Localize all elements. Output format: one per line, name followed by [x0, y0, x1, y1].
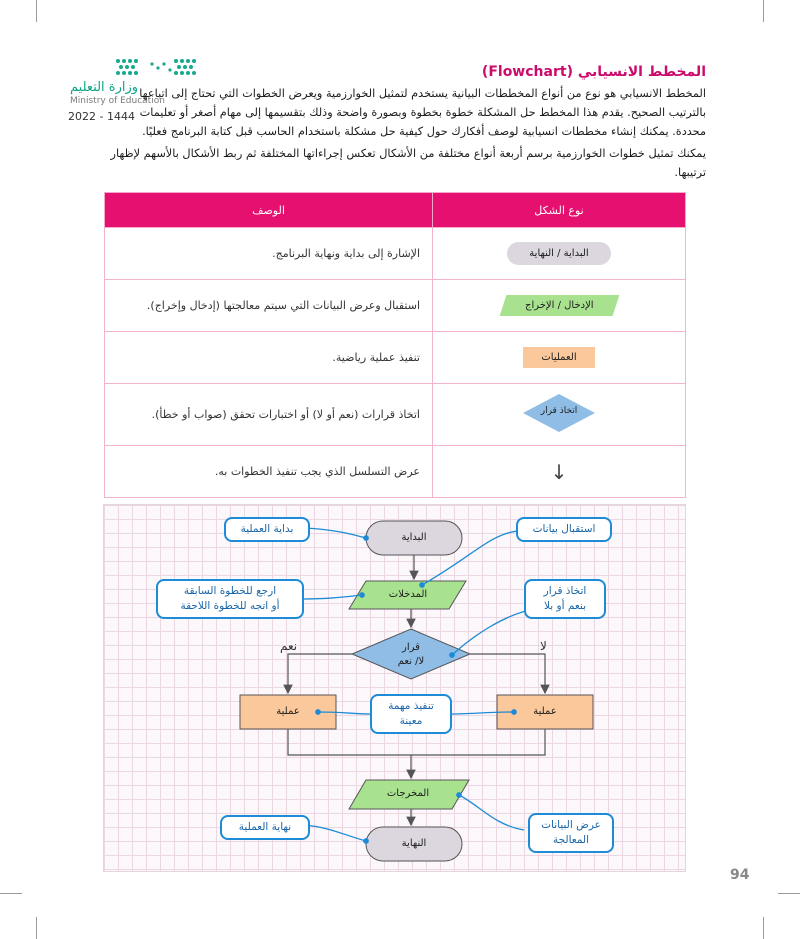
start-label: البداية — [401, 532, 427, 543]
table-row — [105, 446, 686, 498]
callout-text: أو اتجه للخطوة اللاحقة — [180, 600, 280, 612]
callout-text: استقبال بيانات — [532, 523, 596, 535]
crop-mark — [778, 893, 800, 894]
page-heading: المخطط الانسيابي (Flowchart) — [481, 64, 706, 80]
callout-text: عرض البيانات — [541, 819, 601, 831]
callout-text: بداية العملية — [240, 523, 294, 535]
callout-text: اتخاذ قرار — [543, 585, 587, 597]
crop-mark — [36, 0, 37, 22]
row-description: الإشارة إلى بداية ونهاية البرنامج. — [105, 228, 433, 280]
crop-mark — [763, 917, 764, 939]
callout-receive-data — [516, 517, 612, 542]
crop-mark — [0, 893, 22, 894]
callout-text: نهاية العملية — [238, 821, 292, 833]
table-row — [105, 384, 686, 446]
io-shape — [499, 295, 618, 316]
input-label: المدخلات — [388, 589, 428, 600]
decision-label-1: قرار — [402, 642, 420, 653]
crop-mark — [763, 0, 764, 22]
callout-decide — [524, 579, 606, 619]
end-label: النهاية — [401, 838, 427, 849]
output-label: المخرجات — [386, 788, 430, 799]
no-label: لا — [540, 639, 547, 653]
callout-text: المعالجة — [552, 834, 590, 846]
yes-label: نعم — [280, 639, 298, 653]
callout-go-back — [156, 579, 304, 619]
table-row — [105, 228, 686, 280]
table-header-row — [105, 193, 686, 228]
logo-text-en: Ministry of Education — [70, 96, 165, 106]
process-right-label: عملية — [533, 706, 557, 717]
table-row — [105, 280, 686, 332]
callout-text: تنفيذ مهمة — [388, 700, 434, 712]
process-shape: العمليات — [523, 347, 594, 368]
shapes-paragraph: يمكنك تمثيل خطوات الخوارزمية برسم أربعة أنواع مختلفة من الأشكال تعكس إجراءاتها المختلفة ثم ربط الأشكال بالأسهم لإظهار ترتيبها. — [110, 147, 706, 179]
logo-dots-icon — [112, 56, 204, 78]
shapes-table — [104, 192, 686, 498]
row-description: استقبال وعرض البيانات التي سيتم معالجتها (إدخال وإخراج). — [105, 280, 433, 332]
decision-shape — [522, 393, 596, 433]
io-shape-label: الإدخال / الإخراج — [524, 300, 594, 311]
row-description: عرض التسلسل الذي يجب تنفيذ الخطوات به. — [105, 446, 433, 498]
callout-process-start — [224, 517, 310, 542]
page-number: 94 — [730, 867, 750, 883]
callout-process-end — [220, 815, 310, 840]
process-left-label: عملية — [276, 706, 300, 717]
logo-text-ar: وزارة التعليم — [70, 80, 139, 95]
callout-text: معينة — [399, 715, 423, 727]
header-shape-type: نوع الشكل — [433, 193, 686, 228]
flowchart-diagram — [103, 504, 686, 872]
callout-show-processed — [528, 813, 614, 853]
table-row — [105, 332, 686, 384]
terminal-shape: البداية / النهاية — [507, 242, 610, 265]
crop-mark — [36, 917, 37, 939]
decision-label-2: لا/ نعم — [397, 656, 425, 667]
intro-paragraph: المخطط الانسيابي هو نوع من أنواع المخططات البيانية يستخدم لتمثيل الخوارزمية ويعرض الخطوات التي تحتاج إلى اتباعها بالترتيب الصحيح. يقدم هذا المخطط حل المشكلة خطوة بخطوة وبصورة واضحة وذلك بتقسيمها إلى مهام أصغر أو تعليمات محددة. يمكنك إنشاء مخططات انسيابية لوصف أفكارك حول كيفية حل مشكلة باستخدام الحاسب قبل كتابة البرنامج فعليًا. — [139, 87, 706, 138]
decision-shape-label: اتخاذ قرار — [540, 406, 578, 416]
header-description: الوصف — [105, 193, 433, 228]
callout-task — [370, 694, 452, 734]
arrow-down-icon: ↓ — [550, 459, 568, 484]
row-description: اتخاذ قرارات (نعم أو لا) أو اختبارات تحقق (صواب أو خطأ). — [105, 384, 433, 446]
callout-text: بنعم أو بلا — [544, 600, 586, 612]
logo-year: 2022 - 1444 — [68, 110, 135, 123]
callout-text: ارجع للخطوة السابقة — [183, 585, 277, 597]
row-description: تنفيذ عملية رياضية. — [105, 332, 433, 384]
